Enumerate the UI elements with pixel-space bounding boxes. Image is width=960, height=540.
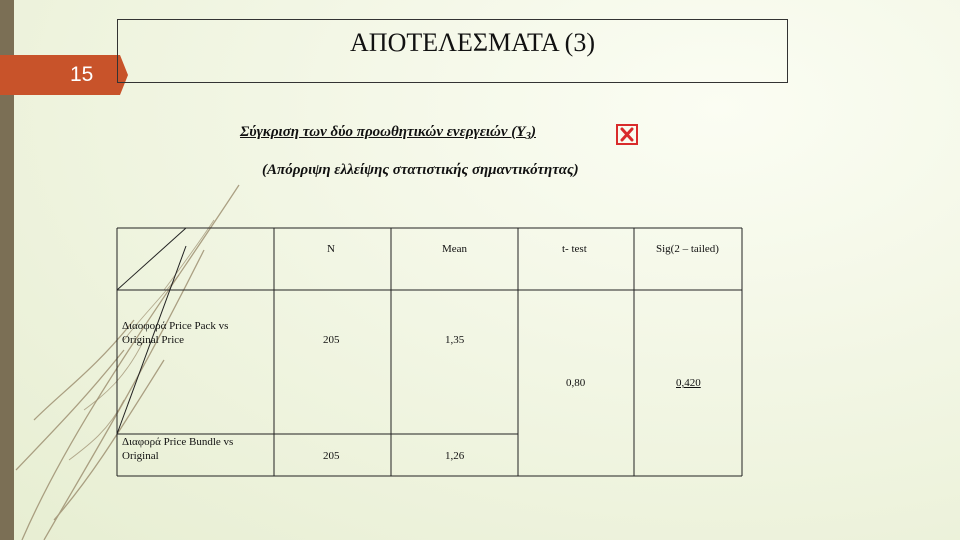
page-title: ΑΠΟΤΕΛΕΣΜΑΤΑ (3) [350, 28, 595, 57]
slide-number: 15 [0, 55, 120, 95]
row2-mean: 1,26 [445, 450, 465, 462]
heading-subscript: 3 [525, 130, 531, 142]
heading-prefix: Σύγκριση των δύο προωθητικών ενεργειών (Y [240, 124, 526, 140]
row2-label-line2: Original [122, 450, 159, 462]
sig-value: 0,420 [676, 377, 701, 389]
row1-label-line2: Original Price [122, 334, 185, 346]
header-t-test: t- test [562, 243, 587, 255]
row1-n: 205 [323, 334, 340, 346]
rejection-note: (Απόρριψη ελλείψης στατιστικής σημαντικότητας) [262, 162, 579, 178]
row1-label-line1: Διαοφορά Price Pack vs [122, 320, 229, 332]
header-sig: Sig(2 – tailed) [656, 243, 719, 255]
row2-n: 205 [323, 450, 340, 462]
header-n: N [327, 243, 335, 255]
row1-mean: 1,35 [445, 334, 465, 346]
header-mean: Mean [442, 243, 468, 255]
row2-label-line1: Διαφορά Price Bundle vs [122, 436, 234, 448]
t-test-value: 0,80 [566, 377, 586, 389]
heading-suffix: ) [530, 124, 536, 140]
